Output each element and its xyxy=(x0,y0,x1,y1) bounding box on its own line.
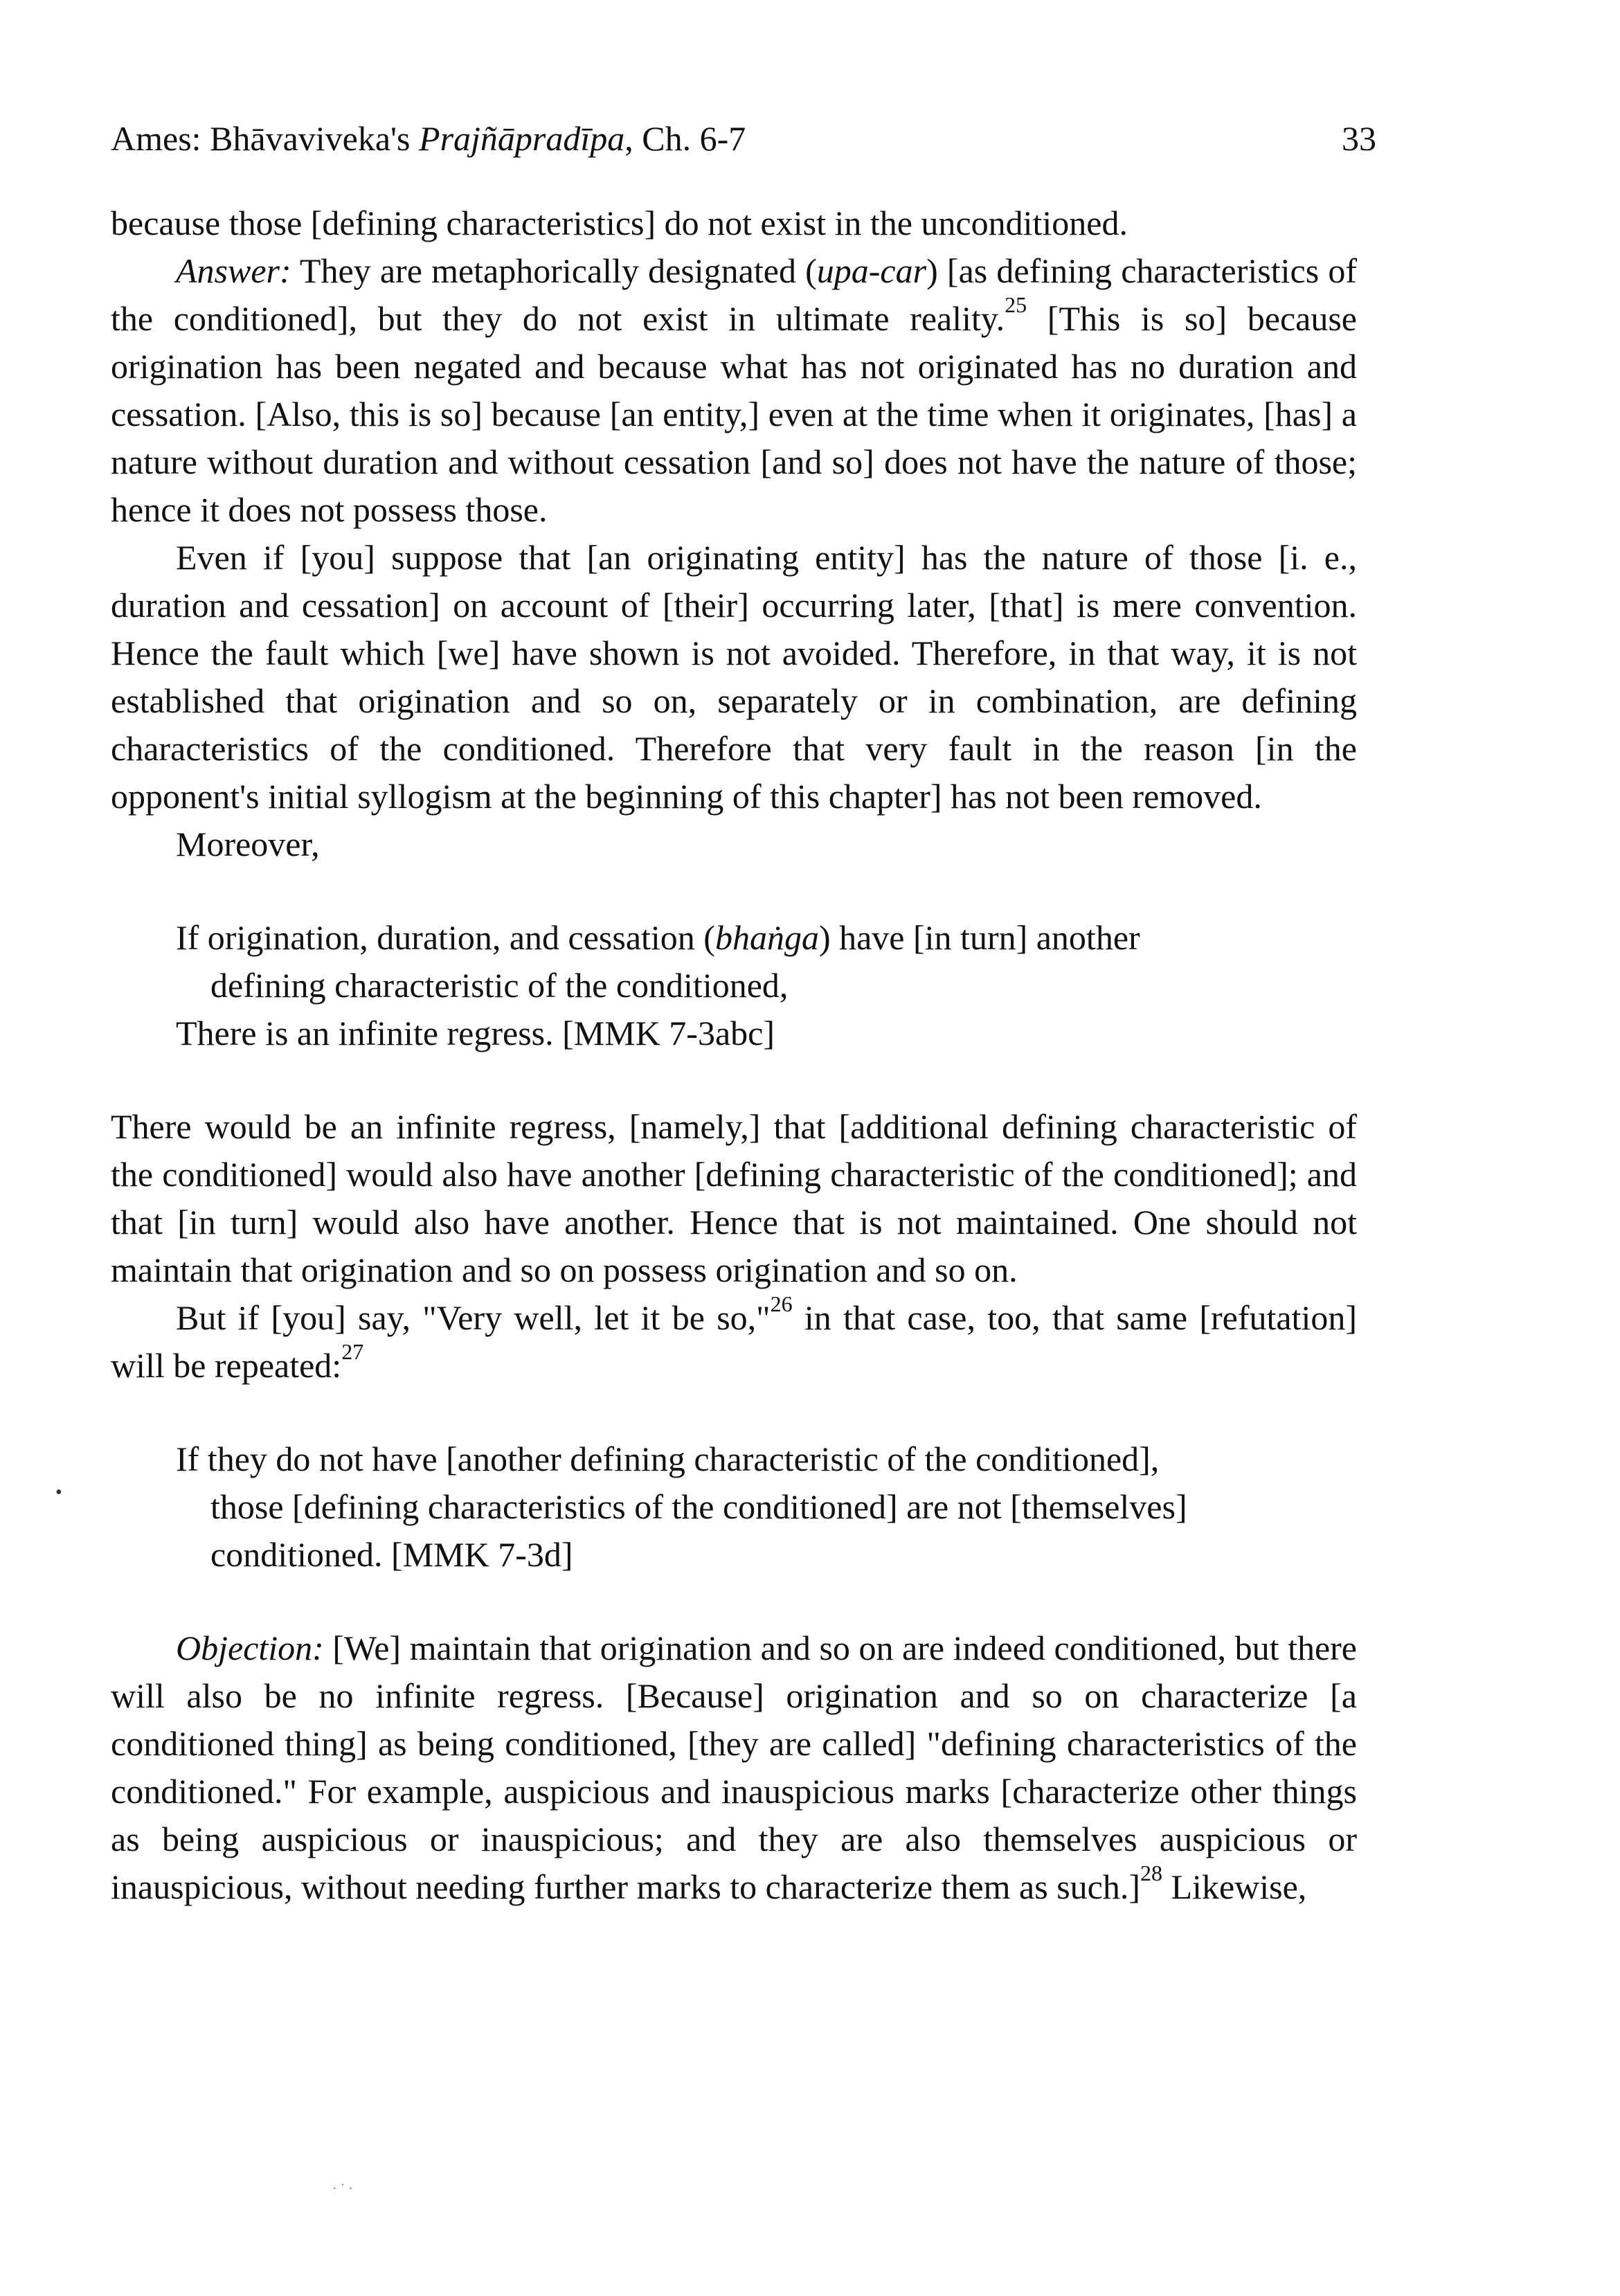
paragraph-7-part-1: [We] maintain that origination and so on are indeed conditioned, but there will also be no infinite regress. [Because] origination and so on characterize [a conditioned thing] as being conditioned, [they are called] "defining characteristics of the conditioned." For example, auspicious and inauspicious marks [characterize other things as being auspicious or inauspicious; and they are also themselves auspicious or inauspicious, without needing further marks to characterize them as such.] xyxy=(111,1629,1357,1906)
scan-speck-bottom: · ˙ · xyxy=(332,2181,353,2196)
paragraph-2-part-3: [This is so] because origination has been negated and because what has not originated has no duration and cessation. [Also, this is so] because [an entity,] even at the time when it originates, [has] a nature without duration and without cessation [and so] does not have the nature of those; hence it does not possess those. xyxy=(111,299,1357,529)
running-head-prefix: Ames: Bhāvaviveka's xyxy=(111,119,420,158)
footnote-ref-26: 26 xyxy=(770,1291,793,1316)
running-head-title: Prajñāpradīpa xyxy=(419,119,625,158)
answer-label: Answer: xyxy=(176,251,291,290)
verse-1-line-1-a: If origination, duration, and cessation ( xyxy=(176,918,715,957)
paragraph-4: Moreover, xyxy=(176,825,320,863)
running-header xyxy=(111,104,1376,159)
running-head-suffix: , Ch. 6-7 xyxy=(624,119,746,158)
footnote-ref-27: 27 xyxy=(341,1339,364,1364)
page xyxy=(111,104,1376,1911)
paragraph-6-part-2: in that case, too, that same [refutation] will be repeated: xyxy=(111,1298,1357,1385)
scan-speck-dot: • xyxy=(55,1482,62,1503)
paragraph-6 xyxy=(111,1291,1357,1390)
verse-1-line-1 xyxy=(176,914,1357,962)
term-bhanga: bhaṅga xyxy=(714,918,819,957)
verse-mmk-7-3abc xyxy=(176,914,1357,1057)
page-number: 33 xyxy=(1342,119,1376,158)
body-text xyxy=(111,199,1357,1911)
paragraph-6-part-1: But if [you] say, "Very well, let it be so," xyxy=(176,1298,771,1337)
verse-2-line-1: If they do not have [another defining characteristic of the conditioned], xyxy=(176,1440,1160,1478)
objection-label: Objection: xyxy=(176,1629,324,1667)
verse-1-line-1-b: ) have [in turn] another xyxy=(818,918,1140,957)
paragraph-7 xyxy=(111,1624,1357,1911)
verse-1-line-2: defining characteristic of the conditioned, xyxy=(210,966,789,1005)
footnote-ref-28: 28 xyxy=(1140,1860,1163,1885)
verse-2-line-2: those [defining characteristics of the conditioned] are not [themselves] xyxy=(210,1487,1187,1526)
paragraph-2-part-2: ) [as defining characteristics of the conditioned], but they do not exist in ultimate reality. xyxy=(111,251,1357,338)
verse-1-line-3: There is an infinite regress. [MMK 7-3abc] xyxy=(176,1014,775,1052)
term-upa-car: upa-car xyxy=(816,251,927,290)
paragraph-2 xyxy=(111,247,1357,534)
paragraph-1: because those [defining characteristics] do not exist in the unconditioned. xyxy=(111,204,1128,242)
running-head xyxy=(111,118,746,159)
footnote-ref-25: 25 xyxy=(1005,292,1027,317)
paragraph-7-part-2: Likewise, xyxy=(1162,1867,1307,1906)
verse-mmk-7-3d xyxy=(176,1435,1357,1579)
paragraph-3: Even if [you] suppose that [an originating entity] has the nature of those [i. e., duration and cessation] on account of [their] occurring later, [that] is mere convention. Hence the fault which [we] have shown is not avoided. Therefore, in that way, it is not established that origination and so on, separately or in combination, are defining characteristics of the conditioned. Therefore that very fault in the reason [in the opponent's initial syllogism at the beginning of this chapter] has not been removed. xyxy=(111,538,1357,816)
paragraph-2-part-1: They are metaphorically designated ( xyxy=(291,251,817,290)
verse-2-line-3: conditioned. [MMK 7-3d] xyxy=(210,1535,573,1574)
paragraph-5: There would be an infinite regress, [namely,] that [additional defining characteristic of the conditioned] would also have another [defining characteristic of the conditioned]; and that [in turn] would also have another. Hence that is not maintained. One should not maintain that origination and so on possess origination and so on. xyxy=(111,1107,1357,1289)
